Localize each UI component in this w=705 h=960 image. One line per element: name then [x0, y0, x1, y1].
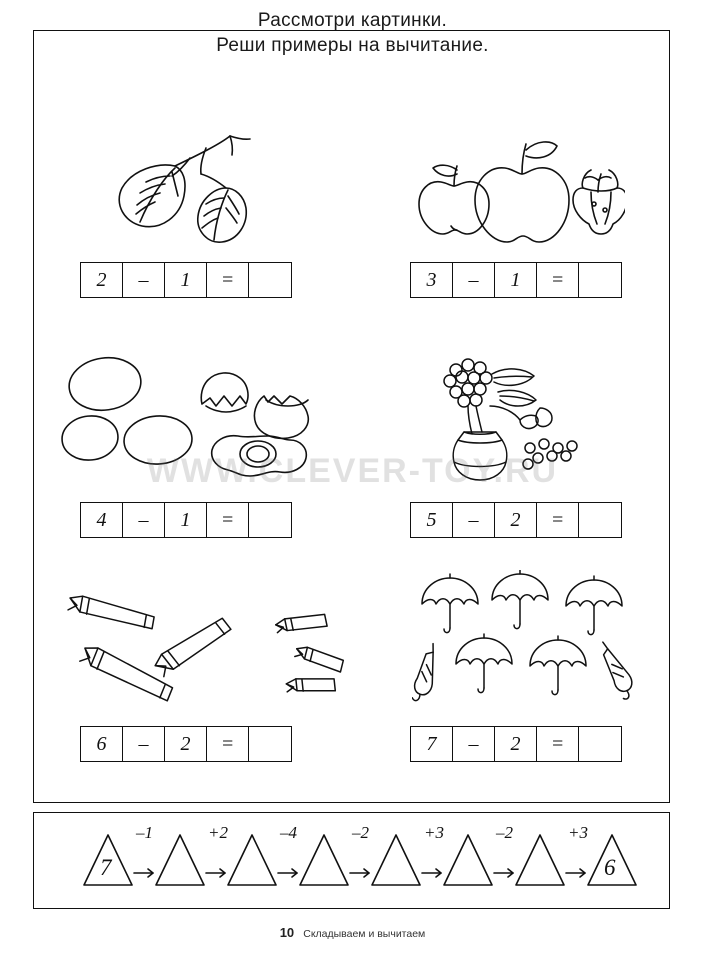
chain-exercise-frame	[33, 812, 670, 909]
chain-operation-6: –2	[496, 823, 513, 842]
chain-operation-3: –4	[280, 823, 297, 842]
equation-answer-box[interactable]	[579, 727, 621, 761]
equation-operand-b: 2	[165, 727, 207, 761]
equation-operator: –	[453, 503, 495, 537]
page-title	[0, 8, 705, 58]
eggs-illustration	[60, 352, 350, 482]
vase-with-berries-illustration	[420, 348, 620, 488]
equation-operand-a: 3	[411, 263, 453, 297]
equation-operand-a: 7	[411, 727, 453, 761]
chain-start-value: 7	[100, 855, 112, 880]
equation-leaves	[80, 262, 292, 298]
chain-end-value: 6	[604, 855, 616, 880]
equation-operator: –	[453, 263, 495, 297]
equation-operand-b: 1	[165, 263, 207, 297]
equation-equals: =	[207, 263, 249, 297]
page-number: 10	[279, 925, 295, 940]
equation-answer-box[interactable]	[249, 263, 291, 297]
equation-operand-a: 2	[81, 263, 123, 297]
equation-answer-box[interactable]	[579, 503, 621, 537]
title-line-1: Рассмотри картинки.	[257, 10, 448, 31]
equation-operand-a: 6	[81, 727, 123, 761]
equation-operand-b: 2	[495, 503, 537, 537]
equation-berries	[410, 502, 622, 538]
equation-operand-b: 2	[495, 727, 537, 761]
equation-operator: –	[453, 727, 495, 761]
equation-operator: –	[123, 503, 165, 537]
equation-umbrellas	[410, 726, 622, 762]
chain-operation-4: –2	[352, 823, 369, 842]
chain-operation-7: +3	[568, 823, 588, 842]
equation-operand-b: 1	[495, 263, 537, 297]
umbrellas-illustration	[412, 570, 642, 710]
equation-equals: =	[207, 503, 249, 537]
apples-illustration	[405, 130, 625, 248]
equation-operator: –	[123, 263, 165, 297]
chain-exercise	[34, 813, 671, 910]
equation-operand-a: 5	[411, 503, 453, 537]
equation-pencils	[80, 726, 292, 762]
equation-equals: =	[537, 727, 579, 761]
page-footer	[0, 925, 705, 940]
chain-operation-5: +3	[424, 823, 444, 842]
title-line-2: Реши примеры на вычитание.	[216, 35, 489, 56]
footer-caption: Складываем и вычитаем	[303, 928, 426, 940]
equation-equals: =	[537, 503, 579, 537]
equation-eggs	[80, 502, 292, 538]
equation-apples	[410, 262, 622, 298]
pencils-illustration	[55, 575, 345, 710]
watermark: WWW.CLEVER-TOY.RU	[146, 452, 559, 490]
equation-operator: –	[123, 727, 165, 761]
equation-equals: =	[207, 727, 249, 761]
equation-answer-box[interactable]	[249, 503, 291, 537]
equation-answer-box[interactable]	[249, 727, 291, 761]
chain-operation-1: –1	[136, 823, 153, 842]
chain-operation-2: +2	[208, 823, 228, 842]
leaves-branch-illustration	[80, 118, 310, 248]
equation-equals: =	[537, 263, 579, 297]
equation-operand-a: 4	[81, 503, 123, 537]
equation-answer-box[interactable]	[579, 263, 621, 297]
equation-operand-b: 1	[165, 503, 207, 537]
